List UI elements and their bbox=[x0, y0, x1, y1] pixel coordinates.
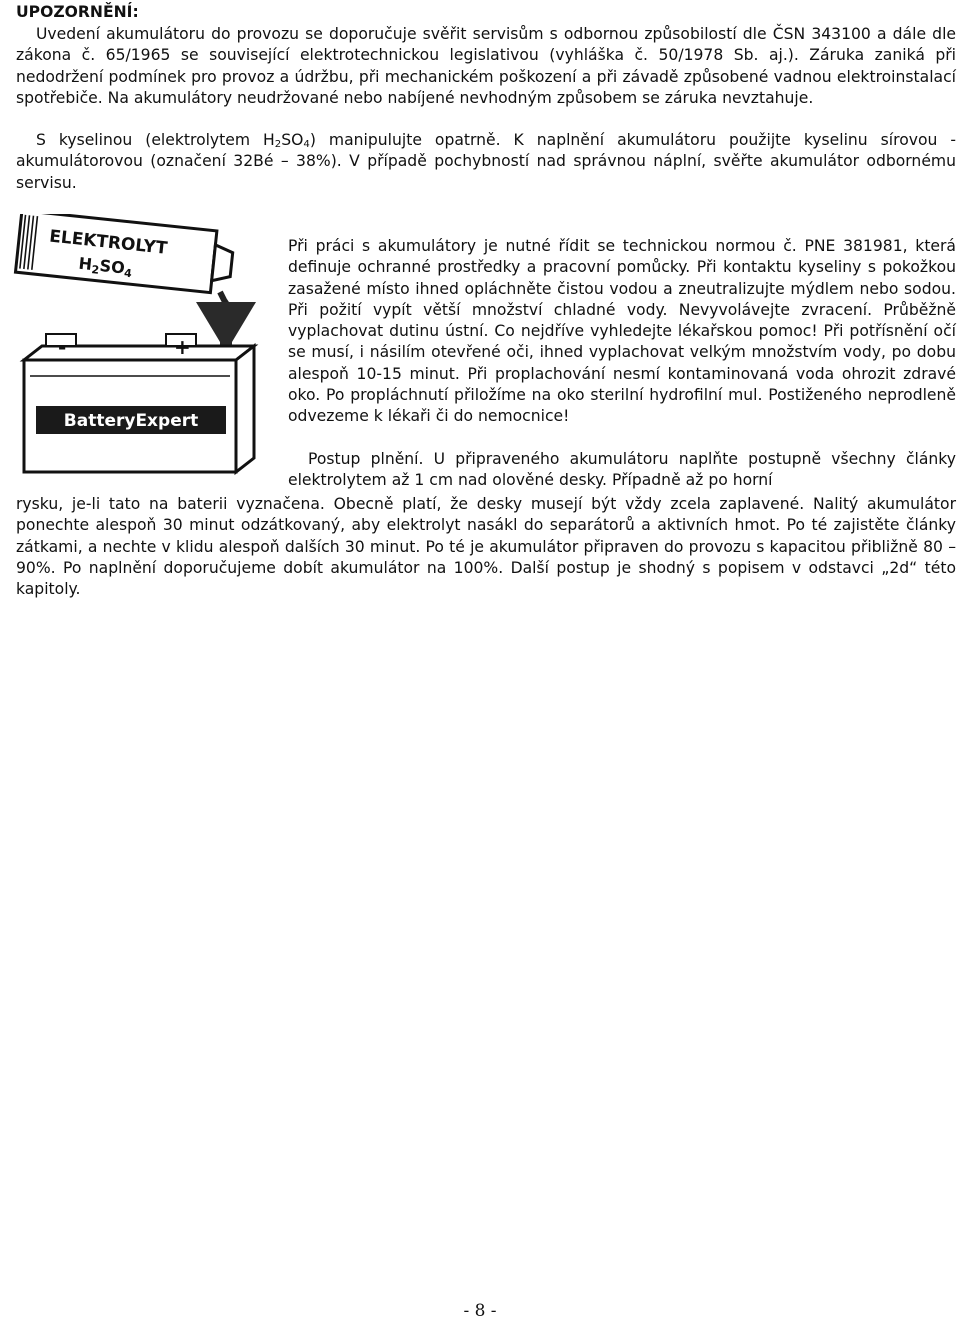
safety-paragraph: Při práci s akumulátory je nutné řídit se technickou normou č. PNE 381981, která definuje ochranné prostředky a pracovní pomůcky. Při kontaktu kyseliny s pokožkou zasažené místo ihned opláchněte čistou vodou a zneutralizujte mýdlem nebo sodou. Při požití vypít větší množství chladné vody. Nevyvolávejte zvracení. Průběžně vyplachovat dutinu ústní. Co nejdříve vyhledejte lékařskou pomoc! Při potřísnění očí se musí, i násilím otevřené oči, ihned vyplachovat velkým množstvím vody, po dobu alespoň 10-15 minut. Při proplachování nesmí kontaminovaná voda ohrozit zdravé oko. Po propláchnutí přiložíme na oko sterilní hydrofilní mul. Postiženého neprodleně odvezeme k lékaři či do nemocnice! bbox=[288, 237, 956, 426]
battery-box bbox=[24, 334, 254, 472]
brand-label: BatteryExpert bbox=[63, 411, 199, 431]
filling-procedure-start bbox=[288, 449, 956, 492]
plus-terminal-label: + bbox=[174, 335, 191, 359]
page-number: - 8 - bbox=[463, 1301, 497, 1321]
minus-terminal-label: - bbox=[58, 335, 67, 359]
formula-subscript-4: 4 bbox=[303, 139, 310, 151]
battery-illustration-svg bbox=[10, 214, 272, 476]
handling-paragraph bbox=[16, 130, 956, 194]
handling-text-end: ) manipulujte opatrně. K naplnění akumulátoru použijte kyselinu sírovou - akumulátorovou (označení 32Bé – 38%). V případě pochybností nad správnou náplní, svěřte akumulátor odbornému servisu. bbox=[16, 131, 956, 192]
electrolyte-bottle bbox=[15, 214, 234, 294]
handling-text-start: S kyselinou (elektrolytem H bbox=[36, 131, 275, 149]
warning-heading: UPOZORNĚNÍ: bbox=[16, 3, 139, 21]
warning-paragraph: Uvedení akumulátoru do provozu se doporučuje svěřit servisům s odbornou způsobilostí dle ČSN 343100 a dále dle zákona č. 65/1965 se související elektrotechnickou legislativou (vyhláška č. 50/1978 Sb. aj.). Záruka zaniká při nedodržení podmínek pro provoz a údržbu, při mechanickém poškození a při závadě způsobené vadnou elektroinstalací spotřebiče. Na akumulátory neudržované nebo nabíjené nevhodným způsobem se záruka nevztahuje. bbox=[16, 25, 956, 107]
battery-filling-illustration bbox=[10, 214, 272, 476]
bottle-label-electrolyt: ELEKTROLYT bbox=[48, 226, 169, 259]
formula-subscript-2: 2 bbox=[274, 139, 282, 151]
formula-so: SO bbox=[281, 131, 304, 149]
filling-procedure-continuation: rysku, je-li tato na baterii vyznačena. Obecně platí, že desky musejí být vždy zcela zaplavené. Nalitý akumulátor ponechte alespoň 30 minut odzátkovaný, aby elektrolyt nasákl do separátorů a aktivních hmot. Po té zajistěte články zátkami, a nechte v klidu alespoň dalších 30 minut. Po té je akumulátor připraven do provozu s kapacitou přibližně 80 – 90%. Po naplnění doporučujeme dobít akumulátor na 100%. Další postup je shodný s popisem v odstavci „2d“ této kapitoly. bbox=[16, 495, 956, 599]
bottle-label-formula: H2SO4 bbox=[77, 253, 133, 281]
filling-procedure-head-text: Postup plnění. U připraveného akumulátoru naplňte postupně všechny články elektrolytem až 1 cm nad olověné desky. Případně až po horní bbox=[288, 450, 956, 490]
